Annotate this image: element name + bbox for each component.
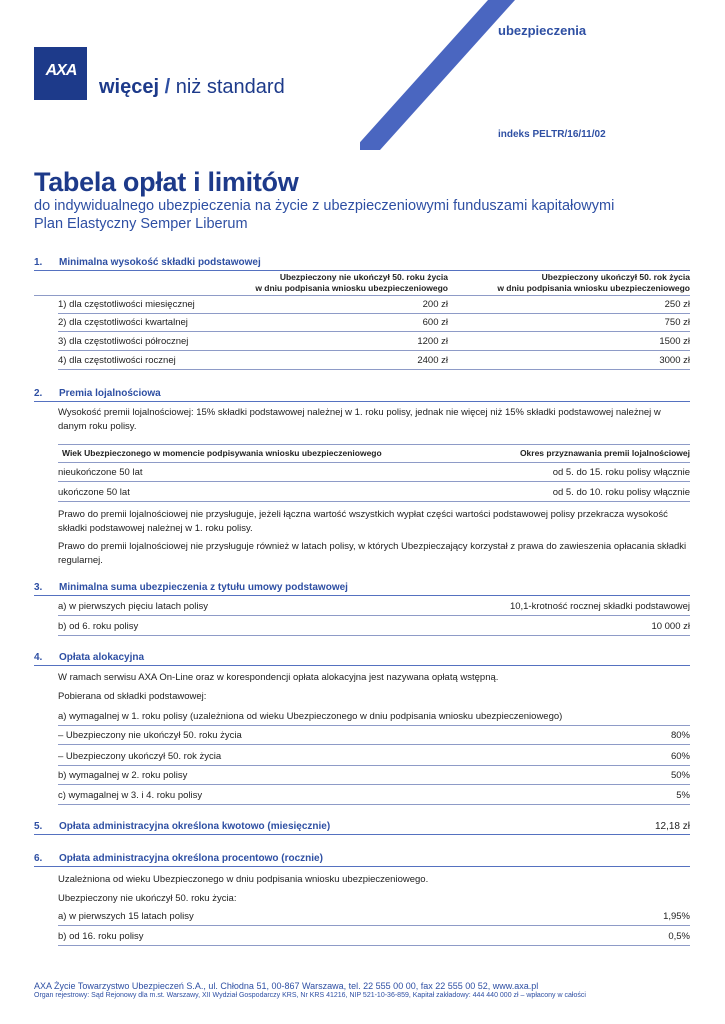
table-row xyxy=(58,333,690,351)
row-value: od 5. do 15. roku polisy włącznie xyxy=(552,467,690,478)
table-row xyxy=(58,484,690,502)
row-label: c) wymagalnej w 3. i 4. roku polisy xyxy=(58,790,203,801)
section-6-heading: 6. Opłata administracyjna określona procentowo (rocznie) xyxy=(34,853,690,867)
table-row xyxy=(58,352,690,370)
table-row xyxy=(58,767,690,785)
table-row xyxy=(58,618,690,636)
row-label: a) w pierwszych 15 latach polisy xyxy=(58,911,194,922)
axa-logo-text: AXA xyxy=(45,62,77,79)
s1-col-header-1: Ubezpieczony nie ukończył 50. roku życia w dniu podpisania wniosku ubezpieczeniowego xyxy=(255,272,448,293)
table-row xyxy=(58,727,690,745)
row-value: 5% xyxy=(676,790,690,801)
s4-paragraph-2: Pobierana od składki podstawowej: xyxy=(58,691,207,702)
row-value: 1,95% xyxy=(663,911,690,922)
row-value-a: 200 zł xyxy=(422,299,448,310)
s2-paragraph-2: Prawo do premii lojalnościowej nie przysługuje, jeżeli łączna wartość wszystkich wypłat części wartości podstawowej polisy przekracza wysokość składki podstawowej należnej w 1. roku polisy. xyxy=(58,509,668,534)
row-value-a: 2400 zł xyxy=(417,355,448,366)
section-1-heading: 1. Minimalna wysokość składki podstawowej xyxy=(34,257,690,271)
row-value: 0,5% xyxy=(668,931,690,942)
row-label: b) od 16. roku polisy xyxy=(58,931,144,942)
s6-paragraph-1: Uzależniona od wieku Ubezpieczonego w dniu podpisania wniosku ubezpieczeniowego. xyxy=(58,874,429,885)
table-row xyxy=(58,314,690,332)
s5-value: 12,18 zł xyxy=(654,821,690,832)
s1-col-header-2: Ubezpieczony ukończył 50. rok życia w dniu podpisania wniosku ubezpieczeniowego xyxy=(497,272,690,293)
section-2-heading: 2. Premia lojalnościowa xyxy=(34,388,690,402)
section-4-heading: 4. Opłata alokacyjna xyxy=(34,652,690,666)
row-label: 4) dla częstotliwości rocznej xyxy=(58,355,176,366)
s2-table-header: Wiek Ubezpieczonego w momencie podpisywania wniosku ubezpieczeniowego Okres przyznawania premii lojalnościowej xyxy=(58,444,690,463)
row-value-b: 250 zł xyxy=(664,299,690,310)
row-label: 1) dla częstotliwości miesięcznej xyxy=(58,299,195,310)
row-value: od 5. do 10. roku polisy włącznie xyxy=(552,487,690,498)
row-value: 80% xyxy=(670,730,690,741)
row-value-a: 600 zł xyxy=(422,317,448,328)
row-label: 3) dla częstotliwości półrocznej xyxy=(58,336,189,347)
row-value-b: 3000 zł xyxy=(659,355,690,366)
row-label: nieukończone 50 lat xyxy=(58,467,143,478)
row-label: b) wymagalnej w 2. roku polisy xyxy=(58,770,188,781)
row-label: – Ubezpieczony ukończył 50. rok życia xyxy=(58,751,222,762)
brand-label: ubezpieczenia xyxy=(498,23,587,38)
slogan-bold: więcej xyxy=(99,76,160,98)
row-value-a: 1200 zł xyxy=(417,336,448,347)
table-row xyxy=(58,928,690,946)
page-title: Tabela opłat i limitów xyxy=(34,167,299,197)
table-row xyxy=(58,464,690,482)
row-value: 50% xyxy=(670,770,690,781)
document-index: indeks PELTR/16/11/02 xyxy=(498,129,606,140)
row-label: ukończone 50 lat xyxy=(58,487,130,498)
row-value: 10,1-krotność rocznej składki podstawowej xyxy=(509,601,690,612)
table-row xyxy=(58,787,690,805)
page-subtitle xyxy=(34,197,614,233)
table-row xyxy=(58,748,690,766)
s2-paragraph-3: Prawo do premii lojalnościowej nie przysługuje również w latach polisy, w których Ubezpieczający korzystał z prawa do zawieszenia opłacania składki regularnej. xyxy=(58,541,687,566)
row-label: – Ubezpieczony nie ukończył 50. roku życia xyxy=(58,730,242,741)
table-row xyxy=(58,296,690,314)
slogan: więcej / niż standard xyxy=(99,76,285,98)
row-value: 60% xyxy=(670,751,690,762)
row-label: 2) dla częstotliwości kwartalnej xyxy=(58,317,188,328)
row-label: a) w pierwszych pięciu latach polisy xyxy=(58,601,208,612)
table-row xyxy=(58,598,690,616)
table-row xyxy=(58,708,690,726)
s4-paragraph-1: W ramach serwisu AXA On-Line oraz w korespondencji opłata alokacyjna jest nazywana opłatą wstępną. xyxy=(58,672,499,683)
subtitle-line1: do indywidualnego ubezpieczenia na życie z ubezpieczeniowymi funduszami kapitałowymi xyxy=(34,198,615,214)
table-row xyxy=(58,908,690,926)
row-value: 10 000 zł xyxy=(651,621,690,632)
subtitle-line2: Plan Elastyczny Semper Liberum xyxy=(34,216,248,232)
s6-paragraph-2: Ubezpieczony nie ukończył 50. roku życia: xyxy=(58,893,237,904)
row-value-b: 1500 zł xyxy=(659,336,690,347)
section-3-heading: 3. Minimalna suma ubezpieczenia z tytułu umowy podstawowej xyxy=(34,582,690,596)
footer-registry: Organ rejestrowy: Sąd Rejonowy dla m.st. Warszawy, XII Wydział Gospodarczy KRS, Nr KRS 41216, NIP 521-10-36-859, Kapitał zakładowy: 444 440 000 zł – wpłacony w całości xyxy=(34,992,586,999)
row-label: a) wymagalnej w 1. roku polisy (uzależniona od wieku Ubezpieczonego w dniu podpisania wniosku ubezpieczeniowego) xyxy=(58,711,563,722)
slogan-rest: niż standard xyxy=(175,76,285,98)
row-value-b: 750 zł xyxy=(664,317,690,328)
footer-address: AXA Życie Towarzystwo Ubezpieczeń S.A., ul. Chłodna 51, 00-867 Warszawa, tel. 22 555 00 00, fax 22 555 00 52, www.axa.pl xyxy=(34,981,539,991)
s2-paragraph-1: Wysokość premii lojalnościowej: 15% składki podstawowej należnej w 1. roku polisy, jednak nie więcej niż 15% składki podstawowej należnej w danym roku polisy. xyxy=(58,407,661,432)
row-label: b) od 6. roku polisy xyxy=(58,621,139,632)
section-5-heading: 5. Opłata administracyjna określona kwotowo (miesięcznie) 12,18 zł xyxy=(34,821,690,835)
